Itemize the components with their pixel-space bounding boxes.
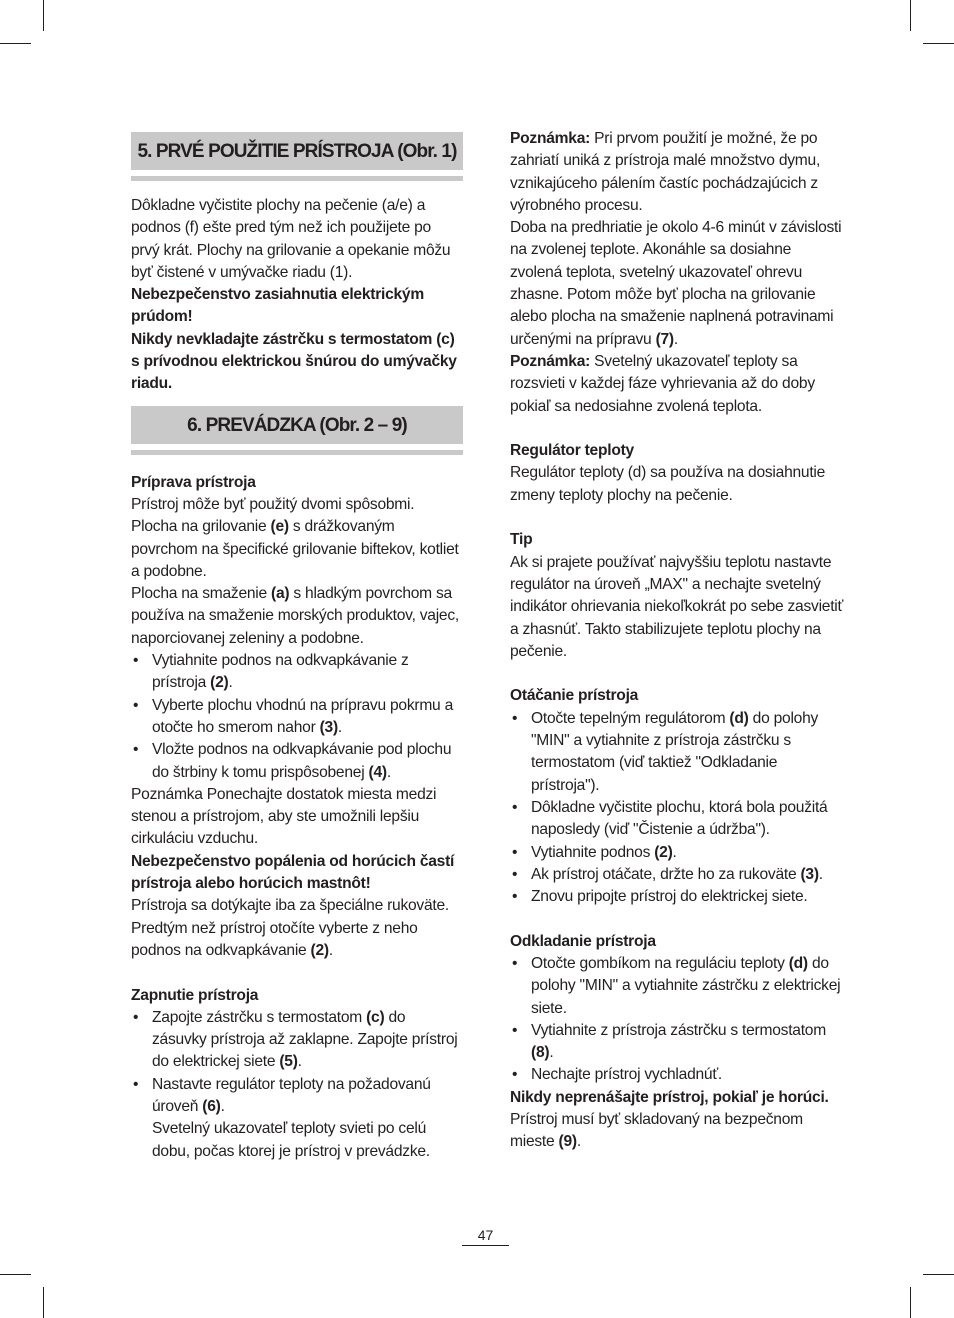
paragraph: Doba na predhriatie je okolo 4-6 minút v závislosti na zvolenej teplote. Akonáhle sa dosiahne zvolená teplota, svetelný ukazovateľ ohrevu zhasne. Potom môže byť plocha na grilovanie alebo plocha na smaženie naplnená potravinami určenými na prípravu (7). [510, 219, 842, 348]
crop-mark [910, 0, 911, 31]
subheading-odkladanie: Odkladanie prístroja [510, 932, 656, 950]
list-item: • Dôkladne vyčistite plochu, ktorá bola použitá naposledy (viď "Čistenie a údržba"). [510, 797, 846, 842]
right-column [510, 128, 846, 1154]
bullet-list [131, 1007, 463, 1163]
subheading-regulator: Regulátor teploty [510, 442, 634, 460]
bullet-list [510, 708, 846, 909]
paragraph: Ak si prajete používať najvyššiu teplotu nastavte regulátor na úroveň „MAX" a nechajte svetelný indikátor ohrievania niekoľkokrát po sebe zasvietiť a zhasnúť. Takto stabilizujete teplotu plochy na pečenie. [510, 553, 844, 660]
note: Poznámka Ponechajte dostatok miesta medzi stenou a prístrojom, aby ste umožnili lepšiu cirkuláciu vzduchu. [131, 785, 437, 848]
note: Poznámka: Pri prvom použití je možné, že po zahriatí uniká z prístroja malé množstvo dymu, vznikajúceho pálením častíc pochádzajúcich z výrobného procesu. [510, 130, 821, 214]
note: Poznámka: Svetelný ukazovateľ teploty sa rozsvieti v každej fáze vyhrievania až do doby pokiaľ sa nedosiahne zvolená teplota. [510, 352, 815, 415]
paragraph: Predtým než prístroj otočíte vyberte z neho podnos na odkvapkávanie (2). [131, 919, 418, 959]
bullet-list [510, 953, 846, 1087]
subheading-otacanie: Otáčanie prístroja [510, 687, 639, 705]
left-column [131, 128, 463, 1163]
warning-electric-shock: Nebezpečenstvo zasiahnutia elektrickým prúdom! [131, 286, 424, 326]
section-6-heading: 6. PREVÁDZKA (Obr. 2 – 9) [131, 406, 463, 444]
crop-mark [0, 1274, 31, 1275]
list-item: • Vyberte plochu vhodnú na prípravu pokrmu a otočte ho smerom nahor (3). [131, 695, 463, 740]
list-item: • Nechajte prístroj vychladnúť. [510, 1064, 846, 1086]
list-item: • Nastavte regulátor teploty na požadovanú úroveň (6). Svetelný ukazovateľ teploty svieti po celú dobu, počas ktorej je prístroj v prevádzke. [131, 1074, 463, 1163]
bullet-list [131, 650, 463, 784]
crop-mark [0, 43, 31, 44]
list-item: • Vložte podnos na odkvapkávanie pod plochu do štrbiny k tomu prispôsobenej (4). [131, 739, 463, 784]
subheading-priprava: Príprava prístroja [131, 473, 256, 491]
section-5-intro: Dôkladne vyčistite plochy na pečenie (a/e) a podnos (f) ešte pred tým než ich použijete po prvý krát. Plochy na grilovanie a opekanie môžu byť čistené v umývačke riadu (1). [131, 197, 451, 281]
list-item: • Vytiahnite podnos na odkvapkávanie z prístroja (2). [131, 650, 463, 695]
paragraph: Plocha na smaženie (a) s hladkým povrchom sa používa na smaženie morských produktov, vajec, naporciovanej zeleniny a podobne. [131, 585, 459, 647]
warning-dishwasher: Nikdy nevkladajte zástrčku s termostatom (c) s prívodnou elektrickou šnúrou do umývačky riadu. [131, 330, 457, 393]
list-item: • Znovu pripojte prístroj do elektrickej siete. [510, 886, 846, 908]
list-item: • Zapojte zástrčku s termostatom (c) do zásuvky prístroja až zaklapne. Zapojte prístroj do elektrickej siete (5). [131, 1007, 463, 1074]
list-item: • Vytiahnite podnos (2). [510, 842, 846, 864]
subheading-zapnutie: Zapnutie prístroja [131, 986, 259, 1004]
paragraph: Regulátor teploty (d) sa používa na dosiahnutie zmeny teploty plochy na pečenie. [510, 464, 826, 504]
crop-mark [923, 1274, 954, 1275]
crop-mark [43, 0, 44, 31]
list-item: • Otočte gombíkom na reguláciu teploty (d) do polohy "MIN" a vytiahnite zástrčku z elektrickej siete. [510, 953, 846, 1020]
crop-mark [923, 43, 954, 44]
paragraph: Prístroj môže byť použitý dvomi spôsobmi. [131, 495, 415, 513]
crop-mark [910, 1287, 911, 1318]
page-number-rule [462, 1245, 509, 1246]
crop-mark [43, 1287, 44, 1318]
list-item: • Vytiahnite z prístroja zástrčku s termostatom (8). [510, 1020, 846, 1065]
warning-burn: Nebezpečenstvo popálenia od horúcich častí prístroja alebo horúcich mastnôt! [131, 852, 455, 893]
warning-hot: Nikdy neprenášajte prístroj, pokiaľ je horúci. Prístroj musí byť skladovaný na bezpečnom mieste (9). [510, 1088, 829, 1151]
section-5-heading: 5. PRVÉ POUŽITIE PRÍSTROJA (Obr. 1) [131, 132, 463, 170]
paragraph: Prístroja sa dotýkajte iba za špeciálne rukoväte. [131, 897, 449, 915]
paragraph: Plocha na grilovanie (e) s drážkovaným povrchom na špecifické grilovanie biftekov, kotliet a podobne. [131, 518, 459, 580]
list-item: • Otočte tepelným regulátorom (d) do polohy "MIN" a vytiahnite z prístroja zástrčku s termostatom (viď taktiež "Odkladanie prístroja"). [510, 708, 846, 797]
list-item: • Ak prístroj otáčate, držte ho za rukoväte (3). [510, 864, 846, 886]
subheading-tip: Tip [510, 531, 533, 549]
page-number: 47 [477, 1227, 494, 1243]
